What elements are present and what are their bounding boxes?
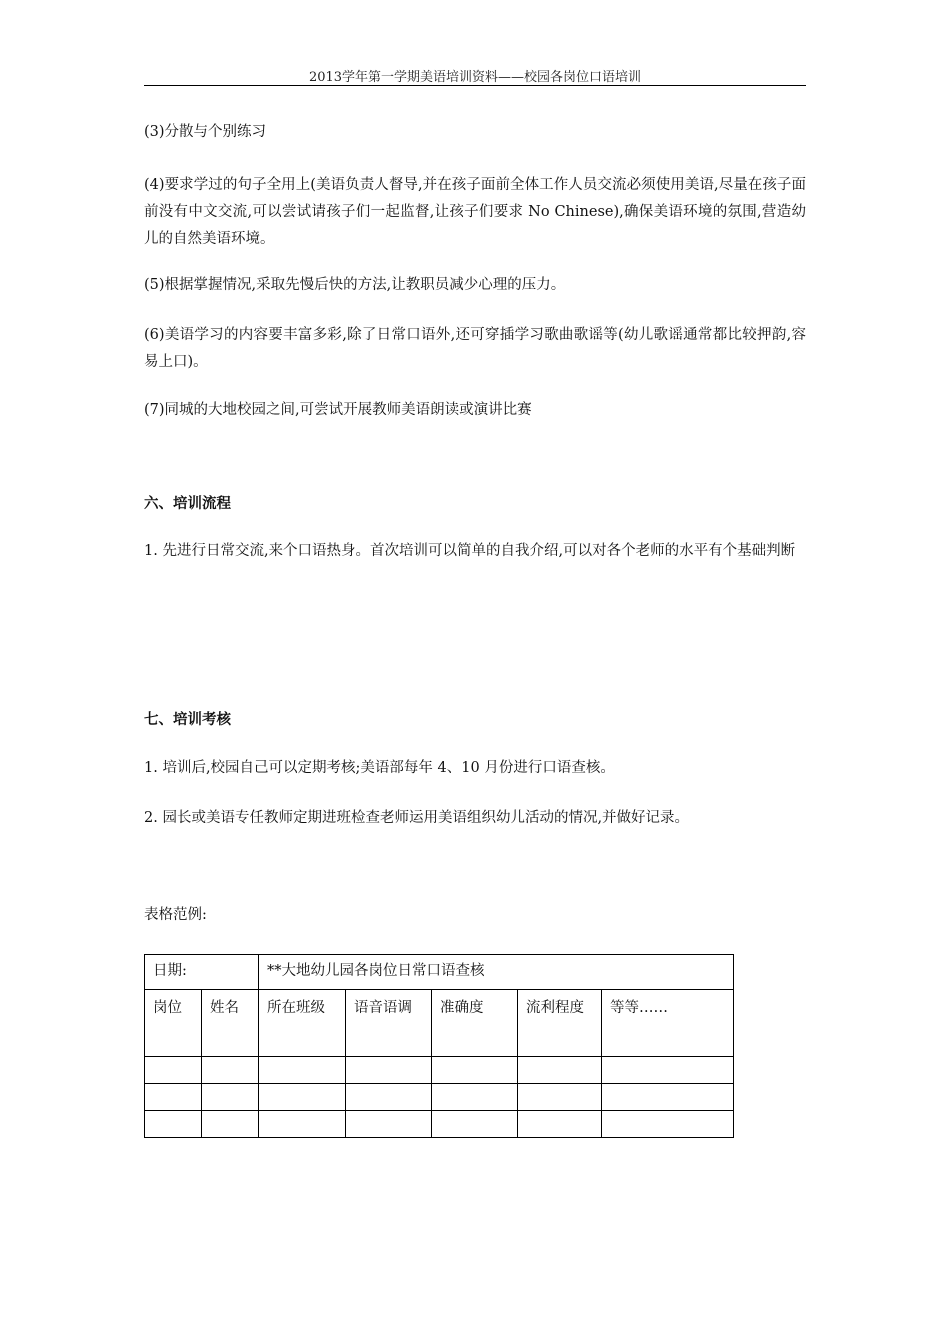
table-title-cell: **大地幼儿园各岗位日常口语查核	[259, 955, 734, 990]
table-cell	[259, 1084, 346, 1111]
header-accuracy: 准确度	[432, 990, 518, 1057]
section-7-paragraph-2: 2. 园长或美语专任教师定期进班检查老师运用美语组织幼儿活动的情况,并做好记录。	[144, 810, 690, 826]
table-row	[145, 1111, 734, 1138]
item-6: (6)美语学习的内容要丰富多彩,除了日常口语外,还可穿插学习歌曲歌谣等(幼儿歌谣通常都比较押韵,容易上口)。	[144, 327, 806, 370]
table-cell	[602, 1057, 734, 1084]
header-etc: 等等……	[602, 990, 734, 1057]
section-6-heading: 六、培训流程	[144, 495, 231, 512]
table-cell	[602, 1111, 734, 1138]
date-label-cell: 日期:	[145, 955, 259, 990]
table-cell	[145, 1111, 202, 1138]
table-cell	[432, 1084, 518, 1111]
table-cell	[145, 1084, 202, 1111]
header-divider	[144, 85, 806, 86]
table-cell	[202, 1084, 259, 1111]
table-cell	[145, 1057, 202, 1084]
page-header: 2013学年第一学期美语培训资料——校园各岗位口语培训	[308, 70, 642, 85]
table-cell	[432, 1111, 518, 1138]
header-class: 所在班级	[259, 990, 346, 1057]
table-cell	[202, 1057, 259, 1084]
header-fluency: 流利程度	[518, 990, 602, 1057]
section-7-paragraph-1: 1. 培训后,校园自己可以定期考核;美语部每年 4、10 月份进行口语查核。	[144, 760, 615, 776]
header-position: 岗位	[145, 990, 202, 1057]
item-5: (5)根据掌握情况,采取先慢后快的方法,让教职员减少心理的压力。	[144, 277, 566, 293]
table-cell	[432, 1057, 518, 1084]
header-pronunciation: 语音语调	[346, 990, 432, 1057]
table-cell	[259, 1111, 346, 1138]
table-title-row	[145, 955, 734, 990]
table-row	[145, 1057, 734, 1084]
table-row	[145, 1084, 734, 1111]
section-6-paragraph-1: 1. 先进行日常交流,来个口语热身。首次培训可以简单的自我介绍,可以对各个老师的水平有个基础判断	[144, 543, 796, 559]
section-7-heading: 七、培训考核	[144, 711, 231, 728]
table-cell	[518, 1111, 602, 1138]
table-header-row	[145, 990, 734, 1057]
table-example-label: 表格范例:	[144, 907, 207, 923]
sample-check-table	[144, 954, 734, 1138]
table-cell	[346, 1057, 432, 1084]
table-cell	[346, 1084, 432, 1111]
table-cell	[259, 1057, 346, 1084]
table-cell	[202, 1111, 259, 1138]
table-cell	[346, 1111, 432, 1138]
header-name: 姓名	[202, 990, 259, 1057]
table-cell	[518, 1084, 602, 1111]
item-7: (7)同城的大地校园之间,可尝试开展教师美语朗读或演讲比赛	[144, 402, 532, 418]
table-cell	[518, 1057, 602, 1084]
item-3: (3)分散与个别练习	[144, 124, 267, 140]
table-cell	[602, 1084, 734, 1111]
item-4: (4)要求学过的句子全用上(美语负责人督导,并在孩子面前全体工作人员交流必须使用美语,尽量在孩子面前没有中文交流,可以尝试请孩子们一起监督,让孩子们要求 No Chinese),确保美语环境的氛围,营造幼儿的自然美语环境。	[144, 177, 806, 247]
